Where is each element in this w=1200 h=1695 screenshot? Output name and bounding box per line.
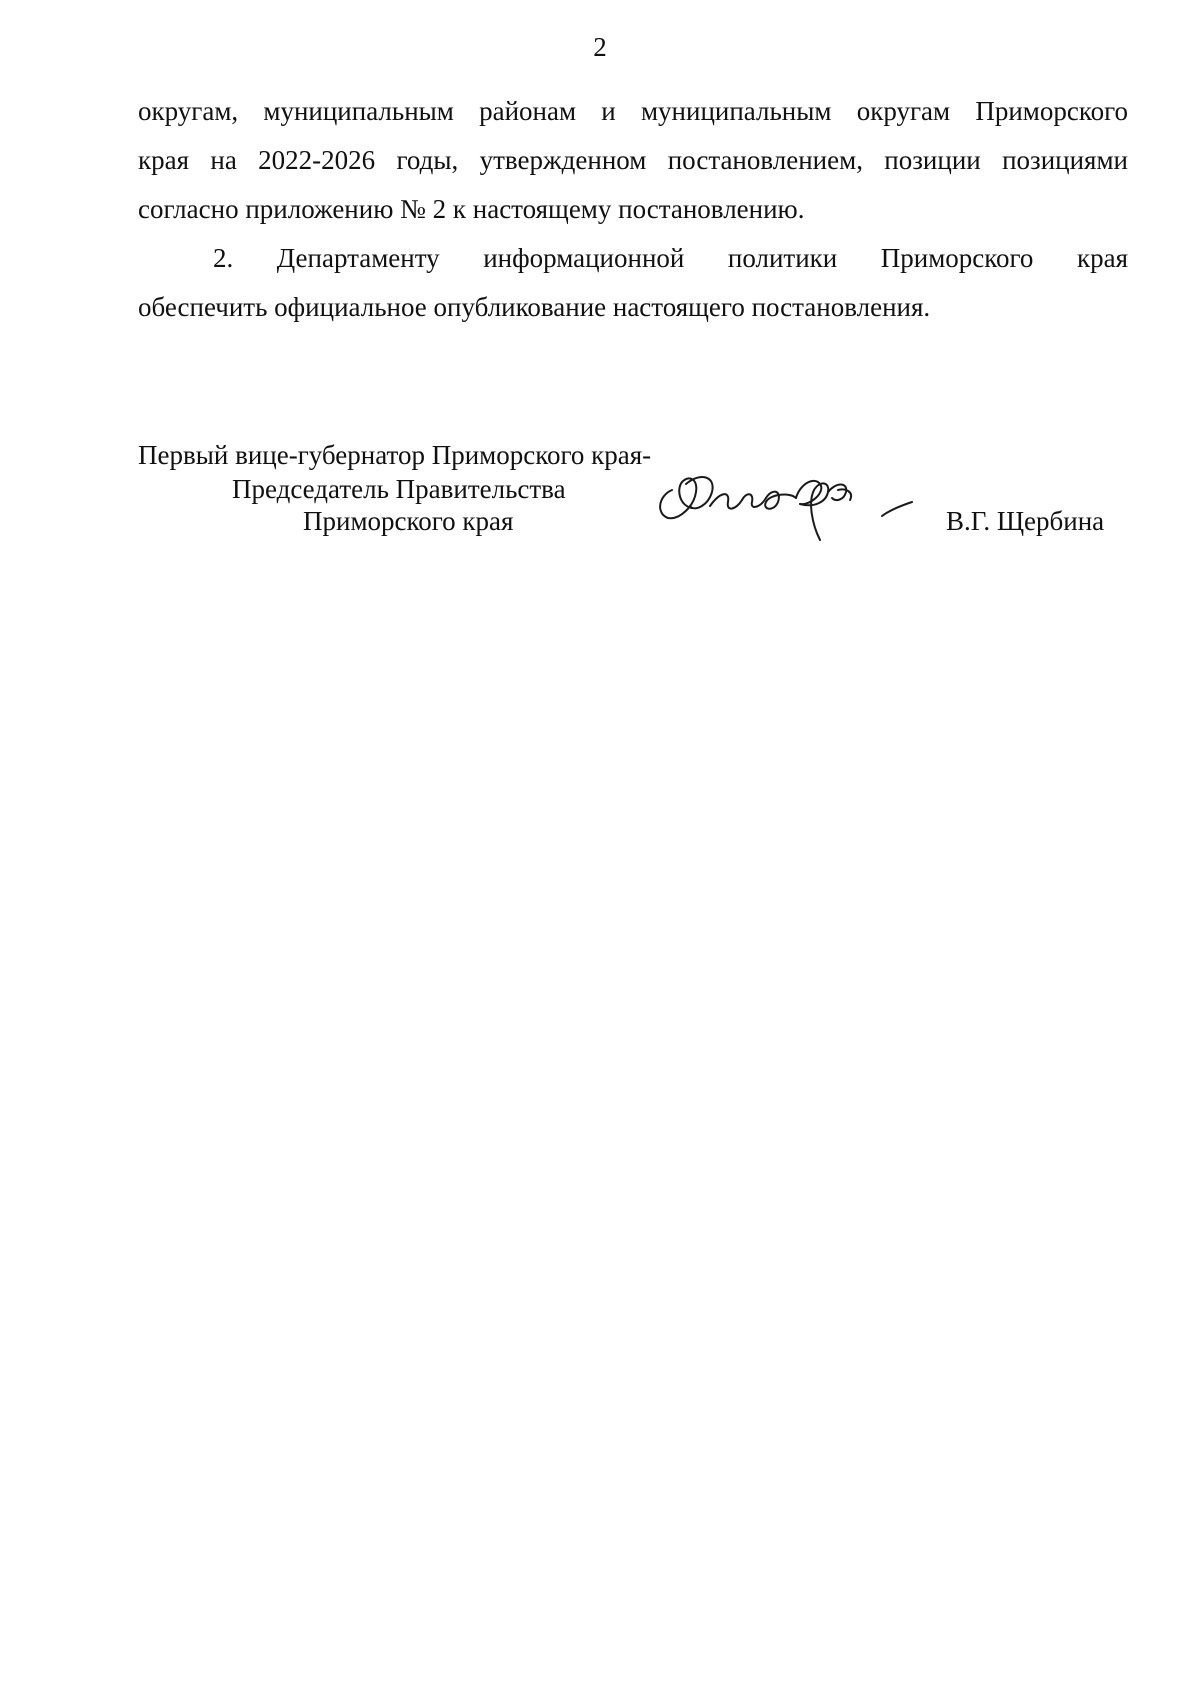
signatory-title-line-1: Первый вице-губернатор Приморского края- bbox=[138, 440, 652, 470]
paragraph-2-line-1: 2. Департаменту информационной политики Приморского края bbox=[213, 243, 1128, 273]
paragraph-2-line-2: обеспечить официальное опубликование настоящего постановления. bbox=[138, 292, 931, 322]
handwritten-signature bbox=[650, 462, 940, 552]
signature-block bbox=[0, 0, 1200, 600]
page-number: 2 bbox=[593, 32, 607, 62]
body-line-2: края на 2022-2026 годы, утвержденном постановлением, позиции позициями bbox=[138, 145, 1128, 175]
signatory-title-line-3: Приморского края bbox=[303, 506, 514, 536]
signatory-name: В.Г. Щербина bbox=[946, 506, 1105, 536]
body-line-3: согласно приложению № 2 к настоящему постановлению. bbox=[138, 194, 805, 224]
signatory-title-line-2: Председатель Правительства bbox=[232, 474, 566, 504]
body-line-1: округам, муниципальным районам и муниципальным округам Приморского bbox=[138, 96, 1128, 126]
